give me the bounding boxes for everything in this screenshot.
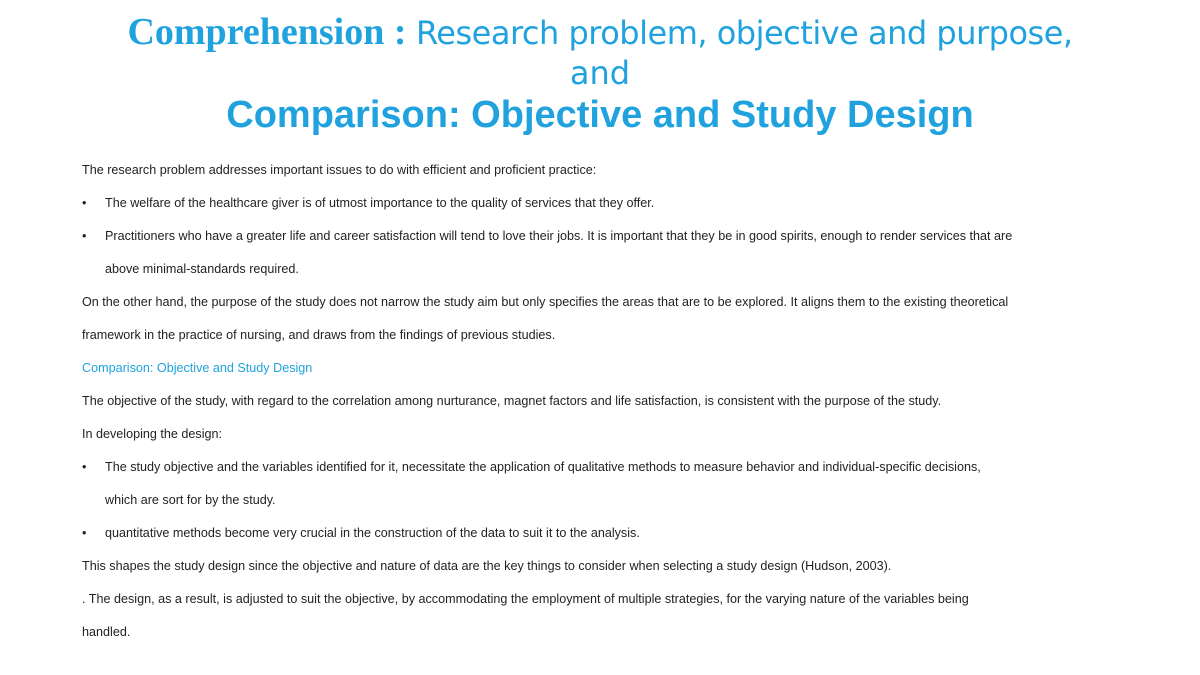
closing-paragraph-line: handled.	[82, 625, 131, 639]
objective-paragraph: The objective of the study, with regard to the correlation among nurturance, magnet factors and life satisfaction, is consistent with the purpose of the study.	[82, 394, 942, 408]
purpose-paragraph-line: framework in the practice of nursing, and draws from the findings of previous studies.	[82, 328, 556, 342]
bullet-text: The welfare of the healthcare giver is of utmost importance to the quality of services that they offer.	[105, 196, 655, 210]
intro-paragraph: The research problem addresses important issues to do with efficient and proficient practice:	[82, 163, 597, 177]
title-line-1	[0, 10, 1200, 55]
bullet-item	[82, 224, 1112, 257]
title-line-1-rest: Research problem, objective and purpose,	[416, 14, 1073, 52]
bullet-text: quantitative methods become very crucial in the construction of the data to suit it to the analysis.	[105, 526, 640, 540]
bullet-icon: •	[82, 526, 87, 540]
bullet-item	[82, 521, 1112, 554]
developing-paragraph: In developing the design:	[82, 427, 223, 441]
section-subheading: Comparison: Objective and Study Design	[82, 361, 313, 375]
closing-paragraph-line: This shapes the study design since the objective and nature of data are the key things to consider when selecting a study design (Hudson, 2003).	[82, 559, 892, 573]
bullet-icon: •	[82, 229, 87, 243]
bullet-icon: •	[82, 196, 87, 210]
bullet-text: Practitioners who have a greater life and career satisfaction will tend to love their jobs. It is important that they be in good spirits, enough to render services that are	[105, 229, 1013, 243]
bullet-item	[82, 455, 1112, 488]
title-line-3: Comparison: Objective and Study Design	[226, 94, 974, 136]
bullet-item	[82, 191, 1112, 224]
slide-body	[82, 158, 1112, 653]
closing-paragraph-line: . The design, as a result, is adjusted to suit the objective, by accommodating the employment of multiple strategies, for the varying nature of the variables being	[82, 592, 969, 606]
bullet-text: The study objective and the variables identified for it, necessitate the application of qualitative methods to measure behavior and individual-specific decisions,	[105, 460, 981, 474]
bullet-text-continued: which are sort for by the study.	[105, 493, 276, 507]
bullet-continuation	[82, 257, 1112, 290]
bullet-icon: •	[82, 460, 87, 474]
purpose-paragraph-line: On the other hand, the purpose of the study does not narrow the study aim but only specifies the areas that are to be explored. It aligns them to the existing theoretical	[82, 295, 1009, 309]
bullet-continuation	[82, 488, 1112, 521]
title-line-2: and	[569, 54, 631, 92]
slide-title	[0, 10, 1200, 137]
title-lead-word: Comprehension :	[127, 11, 416, 53]
bullet-text-continued: above minimal-standards required.	[105, 262, 299, 276]
